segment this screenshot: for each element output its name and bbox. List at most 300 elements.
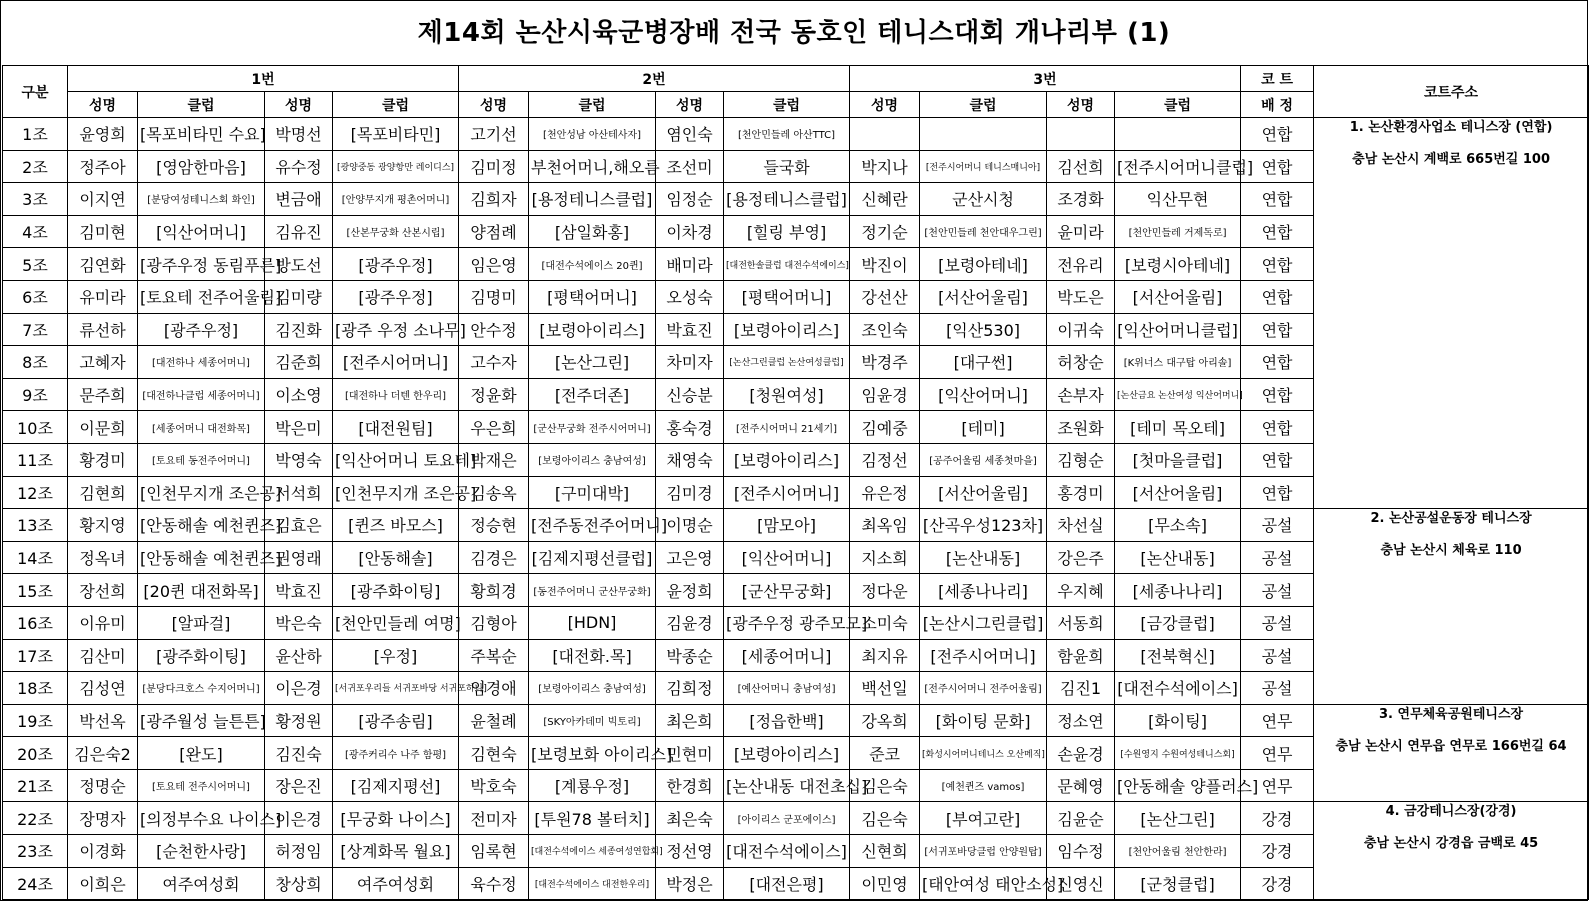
player-club: [산곡우성123차] <box>920 509 1047 542</box>
court-assignment: 공설 <box>1241 672 1314 705</box>
court-assignment: 연합 <box>1241 183 1314 216</box>
player-name: 강은주 <box>1047 541 1115 574</box>
court-assignment: 연합 <box>1241 118 1314 151</box>
player-club: [전주시어머니] <box>920 639 1047 672</box>
player-club: [대전수석에이스] <box>1115 672 1241 705</box>
player-club: [천안민들레 천안대우그린] <box>920 215 1047 248</box>
player-name: 김은숙2 <box>68 737 138 770</box>
group-label: 23조 <box>3 835 68 868</box>
player-name: 한경희 <box>656 769 724 802</box>
player-name: 조인숙 <box>850 313 920 346</box>
player-name: 정다운 <box>850 574 920 607</box>
player-name: 정옥녀 <box>68 541 138 574</box>
player-club: [알파걸] <box>138 606 265 639</box>
player-club: [전주시어머니 테니스매니아] <box>920 150 1047 183</box>
player-club: [정읍한백] <box>724 704 850 737</box>
player-club: [익산어머니] <box>724 541 850 574</box>
player-name: 김선희 <box>1047 150 1115 183</box>
player-name: 김연화 <box>68 248 138 281</box>
player-club: [HDN] <box>529 606 656 639</box>
player-club: [서귀포바당클럽 안양원탑] <box>920 835 1047 868</box>
header-name: 성명 <box>850 92 920 118</box>
court-assignment: 공설 <box>1241 574 1314 607</box>
player-name: 함윤희 <box>1047 639 1115 672</box>
court-address-block <box>1314 118 1589 509</box>
player-name: 허창순 <box>1047 346 1115 379</box>
court-street-address: 충남 논산시 체육로 110 <box>1380 543 1522 559</box>
player-club: [전주시어머니] <box>724 476 850 509</box>
court-assignment: 연합 <box>1241 215 1314 248</box>
player-name: 이경화 <box>68 835 138 868</box>
group-label: 8조 <box>3 346 68 379</box>
player-club: [보령아이리스] <box>724 737 850 770</box>
player-name: 김현희 <box>68 476 138 509</box>
player-club: [테미] <box>920 411 1047 444</box>
player-club: [논산내동 대전초십] <box>724 769 850 802</box>
player-club: [목포비타민] <box>333 118 459 151</box>
player-name: 차미자 <box>656 346 724 379</box>
player-club: [예천퀸즈 vamos] <box>920 769 1047 802</box>
player-club: [수원영지 수원여성테니스회] <box>1115 737 1241 770</box>
player-name: 신영신 <box>1047 867 1115 900</box>
player-name: 채영숙 <box>656 443 724 476</box>
player-name: 윤영희 <box>68 118 138 151</box>
player-name: 이차경 <box>656 215 724 248</box>
player-name: 장은진 <box>265 769 333 802</box>
group-label: 6조 <box>3 280 68 313</box>
court-assignment: 연합 <box>1241 150 1314 183</box>
player-name: 박효진 <box>656 313 724 346</box>
player-name: 민현미 <box>656 737 724 770</box>
player-club: [용정테니스클럽] <box>724 183 850 216</box>
header-court-address: 코트주소 <box>1314 66 1589 118</box>
player-name: 신혜란 <box>850 183 920 216</box>
player-name: 주복순 <box>459 639 529 672</box>
player-club: [논산그린] <box>1115 802 1241 835</box>
player-name: 김은숙 <box>850 802 920 835</box>
header-court-2: 2번 <box>459 66 850 92</box>
header-name: 성명 <box>1047 92 1115 118</box>
player-club: [20퀸 대전화목] <box>138 574 265 607</box>
player-club: [삼일화홍] <box>529 215 656 248</box>
player-name: 임윤경 <box>850 378 920 411</box>
player-name: 박명선 <box>265 118 333 151</box>
player-name: 황정원 <box>265 704 333 737</box>
player-name: 김형아 <box>459 606 529 639</box>
player-club: [계룡우정] <box>529 769 656 802</box>
player-name: 윤산하 <box>265 639 333 672</box>
player-club: [광주화이팅] <box>333 574 459 607</box>
header-name: 성명 <box>656 92 724 118</box>
court-address-block <box>1314 509 1589 705</box>
header-court-assign-bottom: 배 정 <box>1241 92 1314 118</box>
header-club: 클럽 <box>920 92 1047 118</box>
player-club: [맘모아] <box>724 509 850 542</box>
player-club: [서귀포우리들 서귀포바당 서귀포하나] <box>333 672 459 705</box>
group-label: 22조 <box>3 802 68 835</box>
player-club: [K위너스 대구탑 아리솔] <box>1115 346 1241 379</box>
player-club: [청원여성] <box>724 378 850 411</box>
player-club: [용정테니스클럽] <box>529 183 656 216</box>
court-venue-name: 1. 논산환경사업소 테니스장 (연합) <box>1349 120 1553 135</box>
player-name: 장선희 <box>68 574 138 607</box>
player-name: 윤철례 <box>459 704 529 737</box>
header-club: 클럽 <box>333 92 459 118</box>
player-club: 군산시청 <box>920 183 1047 216</box>
court-assignment: 공설 <box>1241 541 1314 574</box>
player-name: 임정순 <box>656 183 724 216</box>
court-assignment: 연합 <box>1241 346 1314 379</box>
table-row <box>3 802 1589 835</box>
player-name: 고수자 <box>459 346 529 379</box>
group-label: 18조 <box>3 672 68 705</box>
court-address-block <box>1314 704 1589 802</box>
player-club: [안양무지개 평촌어머니] <box>333 183 459 216</box>
player-name: 김윤경 <box>656 606 724 639</box>
player-name <box>850 118 920 151</box>
player-club: [무궁화 나이스] <box>333 802 459 835</box>
player-name: 이은경 <box>265 802 333 835</box>
player-club: [SKY아카데미 빅토리] <box>529 704 656 737</box>
player-name: 윤미라 <box>1047 215 1115 248</box>
player-name: 정기순 <box>850 215 920 248</box>
court-venue-name: 3. 연무체육공원테니스장 <box>1379 706 1524 722</box>
player-name <box>1047 118 1115 151</box>
player-club: [분당여성테니스회 화인] <box>138 183 265 216</box>
header-club: 클럽 <box>138 92 265 118</box>
player-name: 김미경 <box>656 476 724 509</box>
group-label: 15조 <box>3 574 68 607</box>
player-name: 박호숙 <box>459 769 529 802</box>
player-club: [아이리스 군포에이스] <box>724 802 850 835</box>
player-name: 이지연 <box>68 183 138 216</box>
player-club: [전주시어머니 21세기] <box>724 411 850 444</box>
court-assignment: 강경 <box>1241 802 1314 835</box>
player-club: 익산무현 <box>1115 183 1241 216</box>
player-name: 임경애 <box>459 672 529 705</box>
player-club: [광주월성 늘튼튼] <box>138 704 265 737</box>
player-club: [세종어머니] <box>724 639 850 672</box>
court-street-address: 충남 논산시 계백로 665번길 100 <box>1352 152 1551 167</box>
player-name: 임수정 <box>1047 835 1115 868</box>
player-club: [서산어울림] <box>920 476 1047 509</box>
player-name: 박재은 <box>459 443 529 476</box>
header-name: 성명 <box>459 92 529 118</box>
player-club: [목포비타민 수요] <box>138 118 265 151</box>
group-label: 24조 <box>3 867 68 900</box>
player-name: 이문희 <box>68 411 138 444</box>
player-club: [광주커리수 나주 함평] <box>333 737 459 770</box>
court-assignment: 연합 <box>1241 411 1314 444</box>
player-club: [서산어울림] <box>920 280 1047 313</box>
court-assignment: 연합 <box>1241 248 1314 281</box>
player-name: 류선하 <box>68 313 138 346</box>
player-name: 김명미 <box>459 280 529 313</box>
header-club: 클럽 <box>529 92 656 118</box>
player-club: [테미 목오테] <box>1115 411 1241 444</box>
player-club: [광주송림] <box>333 704 459 737</box>
player-club: [보령시아테네] <box>1115 248 1241 281</box>
court-assignment: 강경 <box>1241 835 1314 868</box>
player-name: 최은희 <box>656 704 724 737</box>
player-name: 최은숙 <box>656 802 724 835</box>
player-name: 박진이 <box>850 248 920 281</box>
player-name: 권영래 <box>265 541 333 574</box>
court-address-block <box>1314 802 1589 900</box>
player-name: 김준희 <box>265 346 333 379</box>
player-name: 김은숙 <box>850 769 920 802</box>
player-club: [서산어울림] <box>1115 280 1241 313</box>
player-club: [서산어울림] <box>1115 476 1241 509</box>
player-name: 정선영 <box>656 835 724 868</box>
player-club: [상계화목 월요] <box>333 835 459 868</box>
player-name: 김진숙 <box>265 737 333 770</box>
player-club: [익산어머니 토요테] <box>333 443 459 476</box>
player-name: 정소연 <box>1047 704 1115 737</box>
player-club: [논산내동] <box>1115 541 1241 574</box>
player-club: [보령아테네] <box>920 248 1047 281</box>
player-name: 이귀숙 <box>1047 313 1115 346</box>
player-name: 박은숙 <box>265 606 333 639</box>
table-row <box>3 509 1589 542</box>
table-row <box>3 704 1589 737</box>
player-club: [보령보화 아이리스] <box>529 737 656 770</box>
player-name: 전미자 <box>459 802 529 835</box>
group-label: 1조 <box>3 118 68 151</box>
player-name: 조원화 <box>1047 411 1115 444</box>
group-label: 13조 <box>3 509 68 542</box>
player-name: 이민영 <box>850 867 920 900</box>
player-name: 유수정 <box>265 150 333 183</box>
player-club: [대전한솔클럽 대전수석에이스] <box>724 248 850 281</box>
player-club: [천안민들레 여명] <box>333 606 459 639</box>
player-name: 창상희 <box>265 867 333 900</box>
player-name: 김미현 <box>68 215 138 248</box>
player-name: 김윤순 <box>1047 802 1115 835</box>
player-name: 김진화 <box>265 313 333 346</box>
court-street-address: 충남 논산시 강경읍 금백로 45 <box>1363 836 1539 852</box>
player-club: [안동해솔 양플러스] <box>1115 769 1241 802</box>
bracket-table <box>2 65 1589 900</box>
group-label: 14조 <box>3 541 68 574</box>
table-row <box>3 118 1589 151</box>
player-name: 김송옥 <box>459 476 529 509</box>
player-name: 준코 <box>850 737 920 770</box>
group-label: 9조 <box>3 378 68 411</box>
player-name: 이유미 <box>68 606 138 639</box>
player-name: 김미정 <box>459 150 529 183</box>
player-club: [태안여성 태안소성] <box>920 867 1047 900</box>
player-name: 황경미 <box>68 443 138 476</box>
player-name: 황지영 <box>68 509 138 542</box>
player-club: [우정] <box>333 639 459 672</box>
player-name: 육수정 <box>459 867 529 900</box>
player-club: [퀸즈 바모스] <box>333 509 459 542</box>
player-name: 강선산 <box>850 280 920 313</box>
player-name: 안수정 <box>459 313 529 346</box>
player-club: [세종나나리] <box>920 574 1047 607</box>
player-name: 소미숙 <box>850 606 920 639</box>
player-name: 허정임 <box>265 835 333 868</box>
header-club: 클럽 <box>1115 92 1241 118</box>
player-club: [보령아이리스] <box>529 313 656 346</box>
player-name: 김경은 <box>459 541 529 574</box>
player-club: [동전주어머니 군산무궁화] <box>529 574 656 607</box>
player-name: 변금애 <box>265 183 333 216</box>
player-club: [광양중동 광양항만 레이디스] <box>333 150 459 183</box>
player-name: 이희은 <box>68 867 138 900</box>
player-name: 이소영 <box>265 378 333 411</box>
player-club: [공주어울림 세종첫마을] <box>920 443 1047 476</box>
player-club: [인천무지개 조은공] <box>138 476 265 509</box>
player-name: 박은미 <box>265 411 333 444</box>
player-name: 우지혜 <box>1047 574 1115 607</box>
player-club: [전주더존] <box>529 378 656 411</box>
player-club: [전주시어머니] <box>333 346 459 379</box>
group-label: 16조 <box>3 606 68 639</box>
court-street-address: 충남 논산시 연무읍 연무로 166번길 64 <box>1335 738 1567 754</box>
player-club: [천안성남 아산테사자] <box>529 118 656 151</box>
player-name: 이은경 <box>265 672 333 705</box>
player-club: [완도] <box>138 737 265 770</box>
player-name: 조선미 <box>656 150 724 183</box>
player-club: [토요테 전주시어머니] <box>138 769 265 802</box>
player-club: [영암한마음] <box>138 150 265 183</box>
player-club: 부천어머니,해오름 <box>529 150 656 183</box>
player-club: [토요테 동전주어머니] <box>138 443 265 476</box>
group-label: 21조 <box>3 769 68 802</box>
player-club: [구미대박] <box>529 476 656 509</box>
player-name: 김효은 <box>265 509 333 542</box>
player-club: [세종나나리] <box>1115 574 1241 607</box>
player-name: 신승분 <box>656 378 724 411</box>
player-name: 김산미 <box>68 639 138 672</box>
player-name: 정주아 <box>68 150 138 183</box>
court-assignment: 공설 <box>1241 606 1314 639</box>
player-club: [대전화.목] <box>529 639 656 672</box>
player-club: [전주시어머니클럽] <box>1115 150 1241 183</box>
player-name: 서석희 <box>265 476 333 509</box>
player-name: 김현숙 <box>459 737 529 770</box>
player-club: [부여고란] <box>920 802 1047 835</box>
player-club: 들국화 <box>724 150 850 183</box>
player-club: [논산그린클럽 논산여성클럽] <box>724 346 850 379</box>
player-name: 유미라 <box>68 280 138 313</box>
player-club: [대전수석에이스 20퀸] <box>529 248 656 281</box>
player-club: [익산어머니] <box>920 378 1047 411</box>
player-club: [군산무궁화 전주시어머니] <box>529 411 656 444</box>
player-name: 백선일 <box>850 672 920 705</box>
player-club: [세종어머니 대전화목] <box>138 411 265 444</box>
player-name: 김형순 <box>1047 443 1115 476</box>
player-club: [대전원팀] <box>333 411 459 444</box>
player-name: 문혜영 <box>1047 769 1115 802</box>
player-club: [논산금요 논산여성 익산어머니] <box>1115 378 1241 411</box>
player-club: [무소속] <box>1115 509 1241 542</box>
player-name: 고기선 <box>459 118 529 151</box>
player-name: 박도은 <box>1047 280 1115 313</box>
player-club <box>1115 118 1241 151</box>
player-name: 윤정희 <box>656 574 724 607</box>
player-name: 전유리 <box>1047 248 1115 281</box>
court-assignment: 연무 <box>1241 737 1314 770</box>
court-assignment: 연합 <box>1241 476 1314 509</box>
player-name: 박영숙 <box>265 443 333 476</box>
player-club: [군청클럽] <box>1115 867 1241 900</box>
player-name: 서동희 <box>1047 606 1115 639</box>
player-name: 최지유 <box>850 639 920 672</box>
player-club: [대전수석에이스] <box>724 835 850 868</box>
player-club: [대전수석에이스 세종여성연합회] <box>529 835 656 868</box>
header-name: 성명 <box>68 92 138 118</box>
player-name: 황희경 <box>459 574 529 607</box>
player-name: 김희자 <box>459 183 529 216</box>
player-name: 손윤경 <box>1047 737 1115 770</box>
player-club: [안동해솔] <box>333 541 459 574</box>
player-club: [광주 우정 소나무] <box>333 313 459 346</box>
player-club <box>920 118 1047 151</box>
player-name: 방도선 <box>265 248 333 281</box>
header-name: 성명 <box>265 92 333 118</box>
player-club: [익산어머니클럽] <box>1115 313 1241 346</box>
player-club: [힐링 부영] <box>724 215 850 248</box>
court-venue-name: 2. 논산공설운동장 테니스장 <box>1370 511 1532 527</box>
player-club: [전북혁신] <box>1115 639 1241 672</box>
player-club: [논산시그린클럽] <box>920 606 1047 639</box>
player-club: [익산530] <box>920 313 1047 346</box>
player-club: [산본무궁화 산본시립] <box>333 215 459 248</box>
player-name: 정윤화 <box>459 378 529 411</box>
player-club: [대전하나 더텐 한우리] <box>333 378 459 411</box>
player-club: 여주여성회 <box>138 867 265 900</box>
player-club: [평택어머니] <box>724 280 850 313</box>
player-name: 신현희 <box>850 835 920 868</box>
player-club: [익산어머니] <box>138 215 265 248</box>
group-label: 17조 <box>3 639 68 672</box>
court-assignment: 연무 <box>1241 704 1314 737</box>
player-club: [천안어울림 천안한라] <box>1115 835 1241 868</box>
player-name: 김진1 <box>1047 672 1115 705</box>
court-assignment: 연합 <box>1241 280 1314 313</box>
group-label: 3조 <box>3 183 68 216</box>
player-name: 임록현 <box>459 835 529 868</box>
player-club: [분당다크호스 수지어머니] <box>138 672 265 705</box>
player-club: [대구썬] <box>920 346 1047 379</box>
player-club: [화성시어머니테니스 오산메직] <box>920 737 1047 770</box>
player-name: 홍숙경 <box>656 411 724 444</box>
player-club: [보령아이리스] <box>724 313 850 346</box>
player-name: 정승현 <box>459 509 529 542</box>
player-club: [논산내동] <box>920 541 1047 574</box>
player-name: 문주희 <box>68 378 138 411</box>
player-name: 박지나 <box>850 150 920 183</box>
header-court-1: 1번 <box>68 66 459 92</box>
player-club: [화이팅] <box>1115 704 1241 737</box>
player-club: [안동해솔 예천퀸즈] <box>138 541 265 574</box>
player-club: [김제지평선] <box>333 769 459 802</box>
group-label: 7조 <box>3 313 68 346</box>
player-name: 김예중 <box>850 411 920 444</box>
player-name: 우은희 <box>459 411 529 444</box>
player-club: [대전하나 세종어머니] <box>138 346 265 379</box>
player-name: 조경화 <box>1047 183 1115 216</box>
player-club: [보령아이리스 충남여성] <box>529 672 656 705</box>
court-venue-name: 4. 금강테니스장(강경) <box>1385 804 1517 820</box>
court-assignment: 강경 <box>1241 867 1314 900</box>
player-club: [금강클럽] <box>1115 606 1241 639</box>
player-club: [광주우정 광주모모] <box>724 606 850 639</box>
player-name: 차선실 <box>1047 509 1115 542</box>
